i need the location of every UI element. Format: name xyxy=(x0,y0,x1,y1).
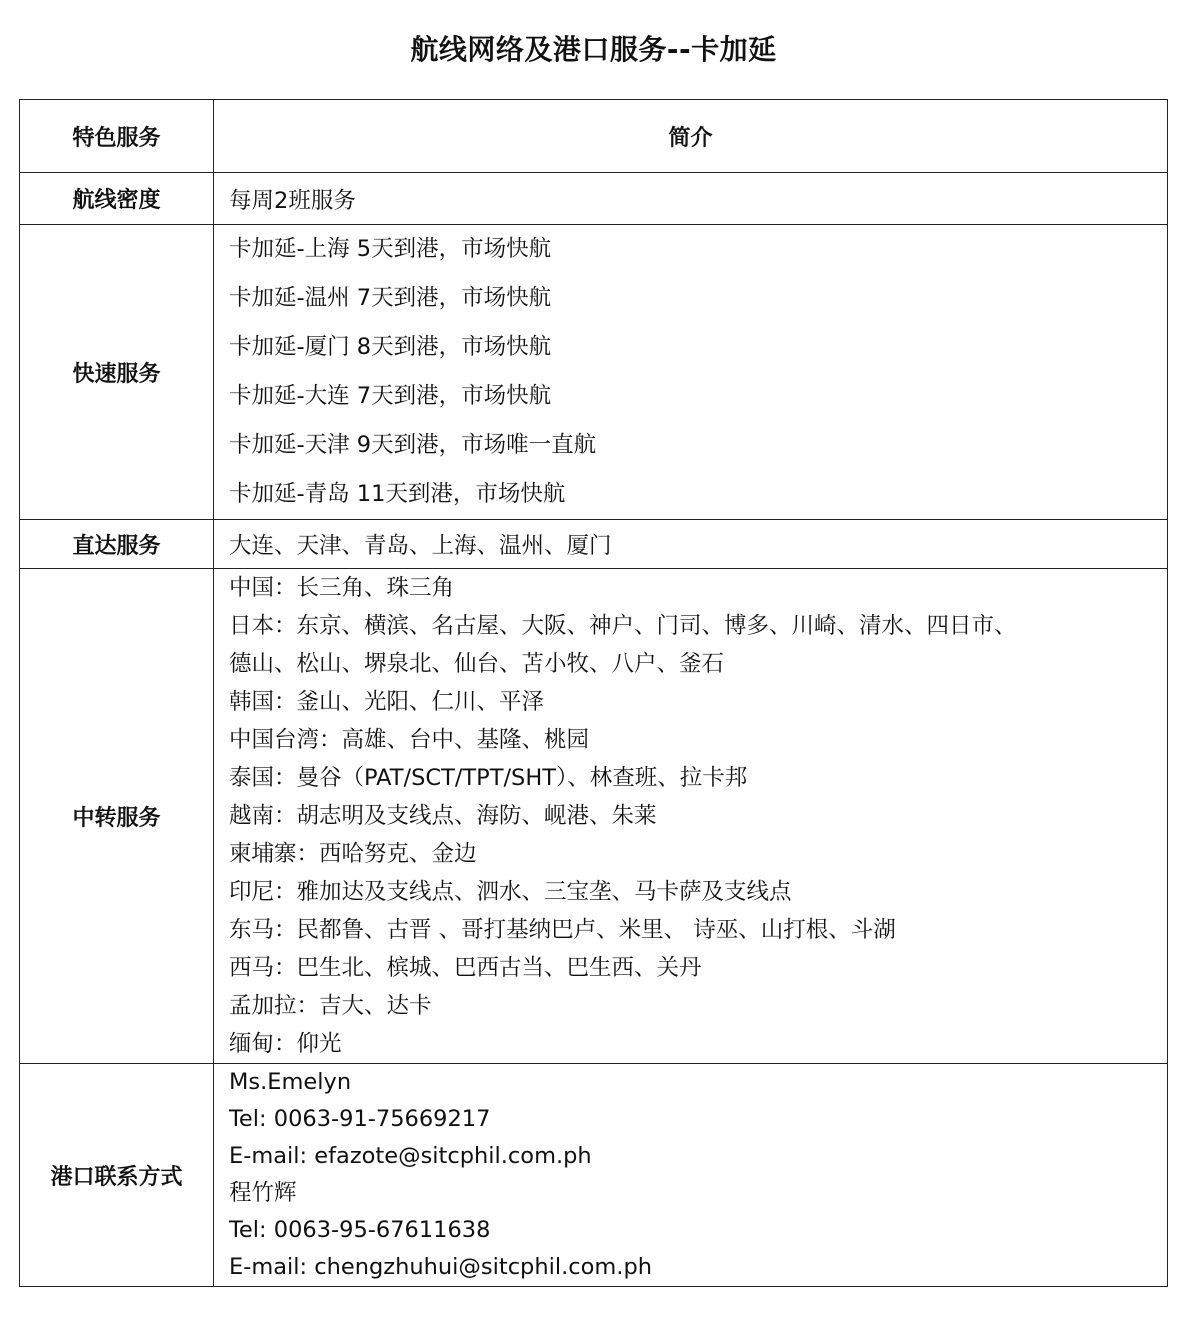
contact-phone: Tel: 0063-95-67611638 xyxy=(229,1217,491,1243)
list-item: 卡加延-厦门 8天到港，市场快航 xyxy=(229,334,552,360)
contact-name: 程竹辉 xyxy=(229,1180,297,1206)
list-item: 中国台湾：高雄、台中、基隆、桃园 xyxy=(229,727,590,753)
port-contact-list xyxy=(214,1064,1168,1287)
list-item: 卡加延-天津 9天到港，市场唯一直航 xyxy=(229,432,597,458)
contact-name: Ms.Emelyn xyxy=(229,1069,352,1095)
list-item: 柬埔寨：西哈努克、金边 xyxy=(229,841,477,867)
header-feature-service: 特色服务 xyxy=(20,100,214,173)
fast-service-list xyxy=(214,225,1168,520)
list-item: 日本：东京、横滨、名古屋、大阪、神户、门司、博多、川崎、清水、四日市、 xyxy=(229,613,1017,639)
table-header-row xyxy=(20,100,1168,173)
list-item: 泰国：曼谷（PAT/SCT/TPT/SHT）、林查班、拉卡邦 xyxy=(229,765,748,791)
page-title: 航线网络及港口服务--卡加延 xyxy=(410,33,777,66)
list-item: 卡加延-温州 7天到港，市场快航 xyxy=(229,285,552,311)
header-introduction: 简介 xyxy=(214,100,1168,173)
list-item: 西马：巴生北、槟城、巴西古当、巴生西、关丹 xyxy=(229,955,702,981)
label-fast-service: 快速服务 xyxy=(20,225,214,520)
table-row-direct-service xyxy=(20,520,1168,569)
value-direct-service: 大连、天津、青岛、上海、温州、厦门 xyxy=(214,520,1168,569)
table-row-fast-service xyxy=(20,225,1168,520)
list-item: 中国：长三角、珠三角 xyxy=(229,575,455,601)
label-port-contact: 港口联系方式 xyxy=(20,1064,214,1287)
table-row-transit-service xyxy=(20,569,1168,1064)
list-item: 越南：胡志明及支线点、海防、岘港、朱莱 xyxy=(229,803,657,829)
contact-email: E-mail: chengzhuhui@sitcphil.com.ph xyxy=(229,1254,653,1280)
label-route-density: 航线密度 xyxy=(20,173,214,225)
list-item: 东马：民都鲁、古晋 、哥打基纳巴卢、米里、 诗巫、山打根、斗湖 xyxy=(229,917,896,943)
list-item: 卡加延-上海 5天到港，市场快航 xyxy=(229,236,552,262)
list-item: 韩国：釜山、光阳、仁川、平泽 xyxy=(229,689,545,715)
table-row-port-contact xyxy=(20,1064,1168,1287)
service-table xyxy=(19,99,1168,1287)
list-item: 卡加延-大连 7天到港，市场快航 xyxy=(229,383,552,409)
value-route-density: 每周2班服务 xyxy=(214,173,1168,225)
list-item: 德山、松山、堺泉北、仙台、苫小牧、八户、釜石 xyxy=(229,651,725,677)
list-item: 孟加拉：吉大、达卡 xyxy=(229,993,432,1019)
list-item: 卡加延-青岛 11天到港，市场快航 xyxy=(229,481,566,507)
transit-service-list xyxy=(214,569,1168,1064)
label-direct-service: 直达服务 xyxy=(20,520,214,569)
list-item: 缅甸：仰光 xyxy=(229,1031,342,1057)
table-row-density xyxy=(20,173,1168,225)
label-transit-service: 中转服务 xyxy=(20,569,214,1064)
contact-phone: Tel: 0063-91-75669217 xyxy=(229,1106,491,1132)
list-item: 印尼：雅加达及支线点、泗水、三宝垄、马卡萨及支线点 xyxy=(229,879,792,905)
contact-email: E-mail: efazote@sitcphil.com.ph xyxy=(229,1143,592,1169)
